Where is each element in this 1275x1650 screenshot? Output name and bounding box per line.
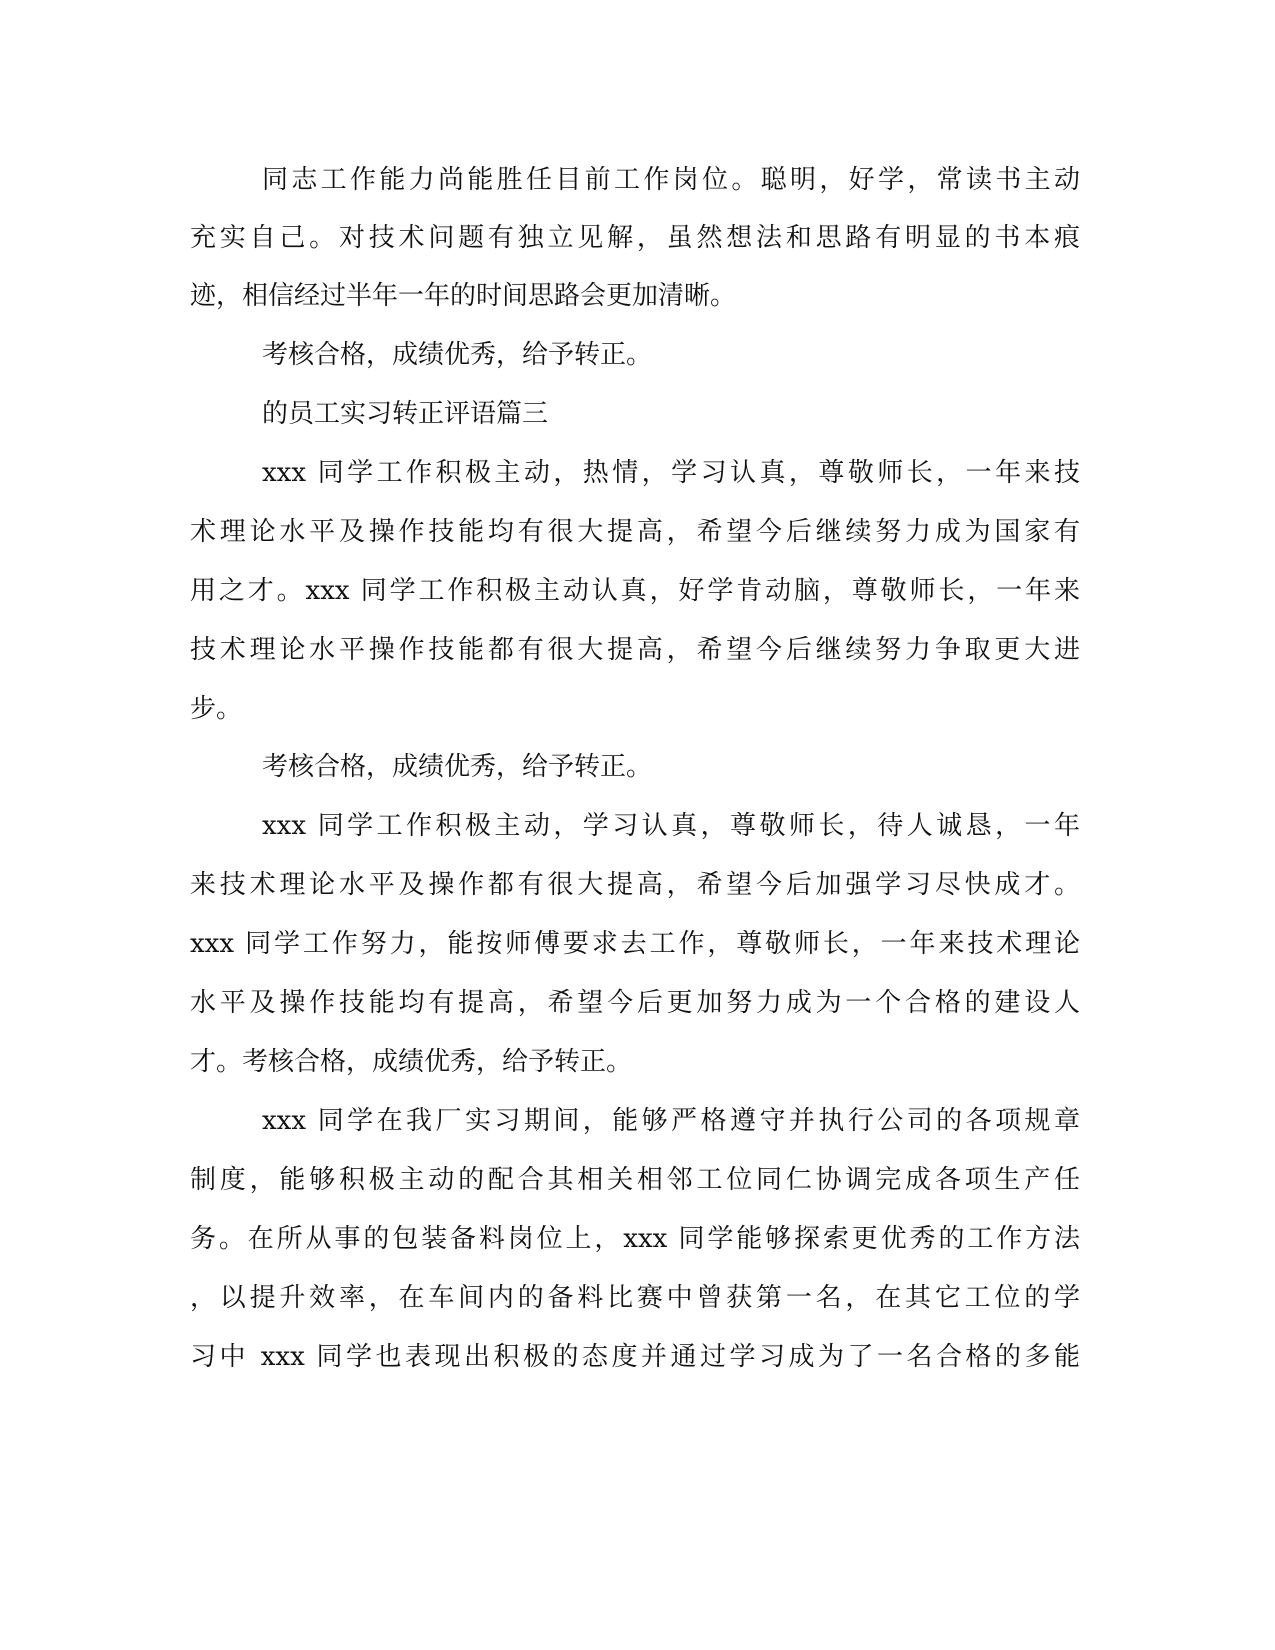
text-line: 习中 xxx 同学也表现出积极的态度并通过学习成为了一名合格的多能 [190,1342,1080,1372]
text-line: 技术理论水平操作技能都有很大提高，希望今后继续努力争取更大进 [190,635,1080,665]
text-line: 考核合格，成绩优秀，给予转正。 [262,340,653,370]
text-line: xxx 同学在我厂实习期间，能够严格遵守并执行公司的各项规章 [262,1106,1080,1136]
text-line: 同志工作能力尚能胜任目前工作岗位。聪明，好学，常读书主动 [262,165,1080,195]
text-line: xxx 同学工作努力，能按师傅要求去工作，尊敬师长，一年来技术理论 [190,929,1080,959]
text-line: 来技术理论水平及操作都有很大提高，希望今后加强学习尽快成才。 [190,870,1080,900]
text-line: 才。考核合格，成绩优秀，给予转正。 [190,1047,633,1077]
text-line: xxx 同学工作积极主动，学习认真，尊敬师长，待人诚恳，一年 [262,811,1080,841]
text-line: 用之才。xxx 同学工作积极主动认真，好学肯动脑，尊敬师长，一年来 [190,576,1080,606]
text-line: 术理论水平及操作技能均有很大提高，希望今后继续努力成为国家有 [190,517,1080,547]
text-line: 迹，相信经过半年一年的时间思路会更加清晰。 [190,281,737,311]
text-line: 步。 [190,694,243,724]
text-line: 务。在所从事的包装备料岗位上，xxx 同学能够探索更优秀的工作方法 [190,1224,1080,1254]
text-line: 制度，能够积极主动的配合其相关相邻工位同仁协调完成各项生产任 [190,1165,1080,1195]
section-heading: 的员工实习转正评语篇三 [262,399,549,429]
text-line: 充实自己。对技术问题有独立见解，虽然想法和思路有明显的书本痕 [190,223,1080,253]
text-line: 考核合格，成绩优秀，给予转正。 [262,752,653,782]
text-line: xxx 同学工作积极主动，热情，学习认真，尊敬师长，一年来技 [262,458,1080,488]
text-line: ，以提升效率，在车间内的备料比赛中曾获第一名，在其它工位的学 [190,1283,1080,1313]
text-line: 水平及操作技能均有提高，希望今后更加努力成为一个合格的建设人 [190,988,1080,1018]
